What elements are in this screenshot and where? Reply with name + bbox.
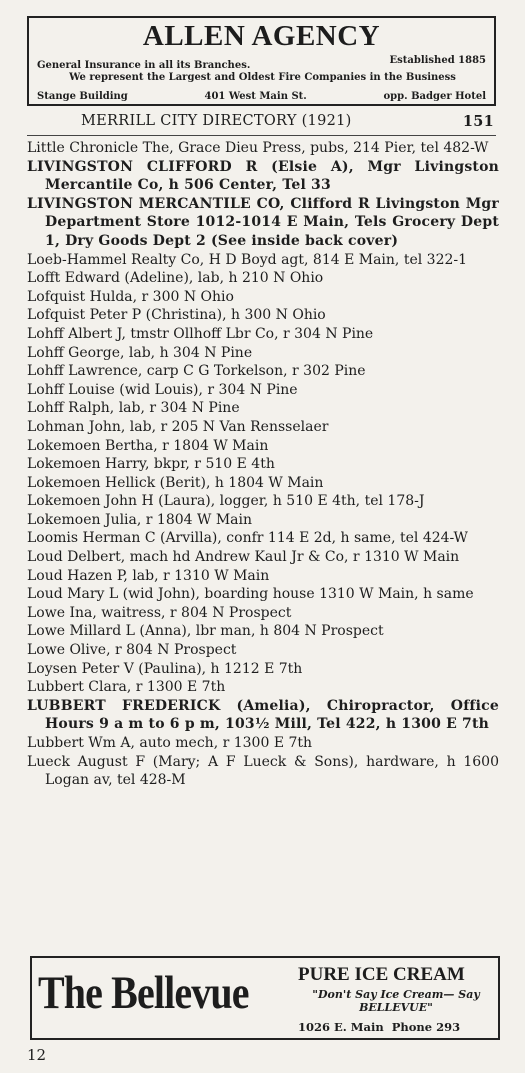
ad-opposite: opp. Badger Hotel	[383, 91, 486, 102]
directory-entry: Lofquist Hulda, r 300 N Ohio	[27, 288, 234, 305]
directory-entry: Loud Delbert, mach hd Andrew Kaul Jr & Co, r 1310 W Main	[27, 549, 460, 566]
directory-entry: Loud Mary L (wid John), boarding house 1310 W Main, h same	[27, 586, 474, 603]
directory-entry: Lofft Edward (Adeline), lab, h 210 N Ohio	[27, 270, 324, 287]
directory-entry: Lohff Albert J, tmstr Ollhoff Lbr Co, r 304 N Pine	[27, 325, 374, 342]
directory-entry: Lohff Louise (wid Louis), r 304 N Pine	[27, 381, 298, 398]
directory-entry: Lubbert Wm A, auto mech, r 1300 E 7th	[27, 735, 313, 751]
directory-entry: LIVINGSTON MERCANTILE CO, Clifford R Livingston Mgr Department Store 1012-1014 E Main, Tels Grocery Dept 1, Dry Goods Dept 2 (See inside back cover)	[27, 195, 499, 249]
directory-entry: Loomis Herman C (Arvilla), confr 114 E 2d, h same, tel 424-W	[27, 530, 468, 547]
ad-companies-line: We represent the Largest and Oldest Fire Companies in the Business	[69, 72, 456, 83]
ad-brand-name: The Bellevue	[38, 967, 249, 1019]
bellevue-advertisement	[30, 956, 500, 1040]
directory-entry: Lueck August F (Mary; A F Lueck & Sons), hardware, h 1600 Logan av, tel 428-M	[27, 753, 499, 789]
directory-entry: Loud Hazen P, lab, r 1310 W Main	[27, 567, 270, 584]
directory-entry: Lubbert Clara, r 1300 E 7th	[27, 679, 226, 696]
directory-listing	[27, 139, 499, 790]
directory-entry: Lokemoen Hellick (Berit), h 1804 W Main	[27, 474, 324, 491]
directory-entry: Lowe Olive, r 804 N Prospect	[27, 642, 237, 659]
folio-number: 12	[27, 1046, 47, 1064]
directory-entry: LUBBERT FREDERICK (Amelia), Chiropractor, Office Hours 9 a m to 6 p m, 103½ Mill, Tel 422, h 1300 E 7th	[27, 697, 499, 733]
directory-entry: Lowe Millard L (Anna), lbr man, h 804 N Prospect	[27, 623, 384, 640]
directory-entry: Lokemoen Harry, bkpr, r 510 E 4th	[27, 456, 275, 473]
directory-entry: Little Chronicle The, Grace Dieu Press, pubs, 214 Pier, tel 482-W	[27, 140, 489, 156]
directory-entry: Lowe Ina, waitress, r 804 N Prospect	[27, 604, 292, 621]
ad-building: Stange Building	[37, 91, 128, 102]
directory-entry: Lohff Ralph, lab, r 304 N Pine	[27, 400, 240, 417]
directory-entry: Loeb-Hammel Realty Co, H D Boyd agt, 814 E Main, tel 322-1	[27, 251, 468, 268]
ad-street-address: 401 West Main St.	[204, 91, 307, 102]
directory-entry: Lokemoen Julia, r 1804 W Main	[27, 511, 253, 528]
ad-insurance-line: General Insurance in all its Branches.	[37, 60, 251, 71]
directory-entry: Lokemoen Bertha, r 1804 W Main	[27, 437, 269, 454]
header-rule	[27, 135, 496, 136]
ad-contact	[298, 1020, 460, 1034]
directory-entry: Loysen Peter V (Paulina), h 1212 E 7th	[27, 660, 303, 677]
directory-entry: Lohff Lawrence, carp C G Torkelson, r 302 Pine	[27, 363, 366, 380]
ad-phone: Phone 293	[391, 1020, 461, 1034]
directory-entry: Lohff George, lab, h 304 N Pine	[27, 344, 253, 361]
running-header	[27, 113, 496, 133]
ad-product: PURE ICE CREAM	[298, 964, 465, 985]
ad-slogan: "Don't Say Ice Cream— Say BELLEVUE"	[312, 988, 480, 1014]
allen-agency-advertisement	[27, 16, 496, 106]
ad-address-row	[37, 91, 486, 102]
ad-established: Established 1885	[389, 55, 486, 66]
page-number: 151	[462, 113, 494, 130]
directory-entry: Lohman John, lab, r 205 N Van Rensselaer	[27, 418, 329, 435]
directory-entry: LIVINGSTON CLIFFORD R (Elsie A), Mgr Livingston Mercantile Co, h 506 Center, Tel 33	[27, 158, 499, 194]
directory-title: MERRILL CITY DIRECTORY (1921)	[81, 113, 352, 129]
directory-entry: Lofquist Peter P (Christina), h 300 N Ohio	[27, 307, 326, 324]
directory-entry: Lokemoen John H (Laura), logger, h 510 E 4th, tel 178-J	[27, 493, 425, 510]
ad-agency-name: ALLEN AGENCY	[142, 20, 381, 52]
ad-bellevue-address: 1026 E. Main	[298, 1020, 384, 1034]
